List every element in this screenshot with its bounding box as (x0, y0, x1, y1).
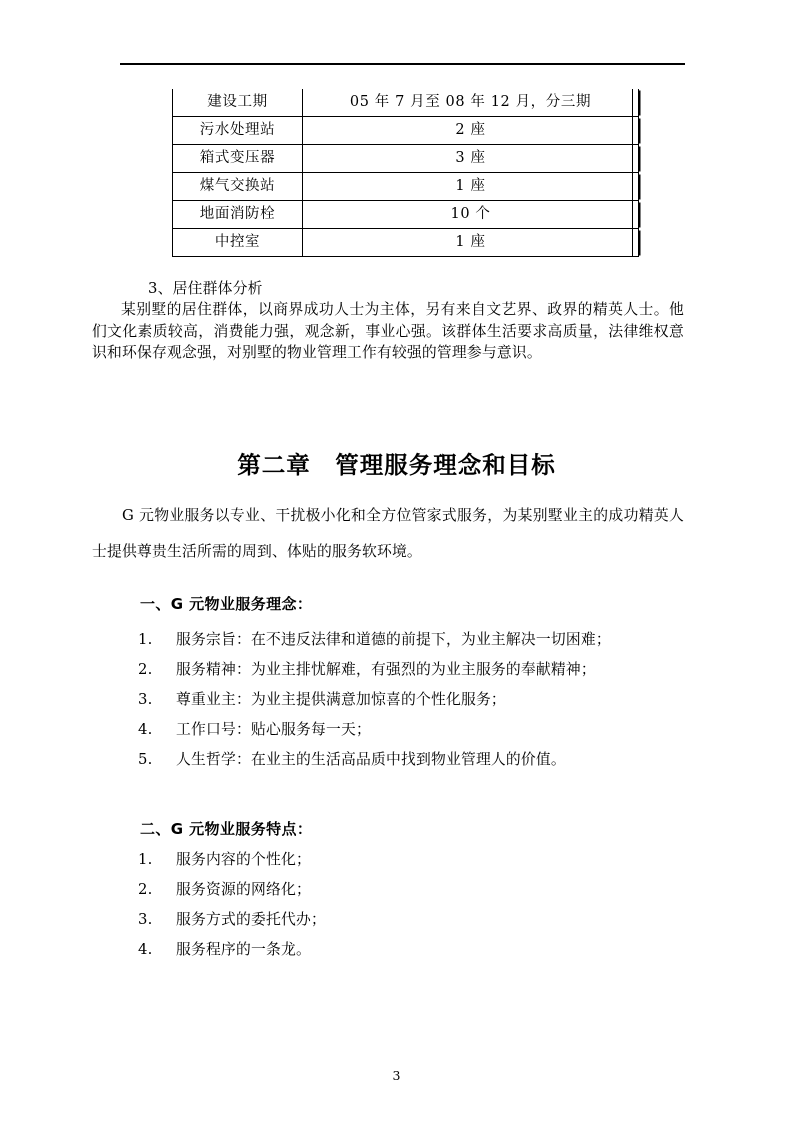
list-item-number: 4. (138, 941, 153, 958)
table-cell-label: 煤气交换站 (173, 173, 303, 201)
table-row (173, 145, 639, 173)
specification-table (172, 89, 639, 257)
list-item-text: 服务资源的网络化； (176, 881, 311, 898)
list-item-text: 工作口号：贴心服务每一天； (176, 721, 371, 738)
table-row (173, 173, 639, 201)
specification-table-body (173, 89, 639, 257)
list-item-number: 2. (138, 881, 153, 898)
table-cell-value: 1 座 (303, 229, 639, 257)
table-cell-value: 05 年 7 月至 08 年 12 月，分三期 (303, 89, 639, 117)
list-item-number: 5. (138, 751, 153, 768)
list-item-text: 人生哲学：在业主的生活高品质中找到物业管理人的价值。 (176, 751, 566, 768)
table-cell-label: 污水处理站 (173, 117, 303, 145)
list-item (118, 655, 698, 685)
section-3-title: 3、居住群体分析 (148, 280, 263, 297)
table-row (173, 201, 639, 229)
specification-table-container (172, 89, 632, 257)
list-item-number: 3. (138, 911, 153, 928)
list-item-text: 服务内容的个性化； (176, 851, 311, 868)
list-item (118, 625, 698, 655)
table-cell-value: 10 个 (303, 201, 639, 229)
chapter-heading: 第二章 管理服务理念和目标 (237, 451, 556, 479)
list-item (118, 745, 698, 775)
list-item (118, 875, 698, 905)
table-cell-value: 2 座 (303, 117, 639, 145)
service-philosophy-list (118, 625, 698, 775)
list-item-number: 3. (138, 691, 153, 708)
subsection-2-heading: 二、G 元物业服务特点： (140, 820, 313, 838)
list-item-number: 4. (138, 721, 153, 738)
table-row (173, 229, 639, 257)
page-number: 3 (392, 1068, 401, 1083)
list-item (118, 685, 698, 715)
list-item (118, 715, 698, 745)
list-item-text: 服务程序的一条龙。 (176, 941, 311, 958)
list-item-text: 尊重业主：为业主提供满意加惊喜的个性化服务； (176, 691, 506, 708)
table-row (173, 117, 639, 145)
table-right-double-border (632, 89, 633, 257)
table-cell-label: 中控室 (173, 229, 303, 257)
table-cell-value: 1 座 (303, 173, 639, 201)
subsection-1-heading: 一、G 元物业服务理念： (140, 595, 313, 613)
list-item-text: 服务方式的委托代办； (176, 911, 326, 928)
service-features-list (118, 845, 698, 965)
list-item-number: 2. (138, 661, 153, 678)
list-item-text: 服务宗旨：在不违反法律和道德的前提下，为业主解决一切困难； (176, 631, 611, 648)
header-divider-rule (120, 63, 685, 65)
table-cell-label: 地面消防栓 (173, 201, 303, 229)
list-item-text: 服务精神：为业主排忧解难，有强烈的为业主服务的奉献精神； (176, 661, 596, 678)
table-cell-label: 箱式变压器 (173, 145, 303, 173)
chapter-intro-paragraph: G 元物业服务以专业、干扰极小化和全方位管家式服务，为某别墅业主的成功精英人士提供尊贵生活所需的周到、体贴的服务软环境。 (92, 507, 684, 560)
table-row (173, 89, 639, 117)
list-item-number: 1. (138, 631, 153, 648)
list-item (118, 845, 698, 875)
section-3-paragraph: 某别墅的居住群体，以商界成功人士为主体，另有来自文艺界、政界的精英人士。他们文化素质较高，消费能力强，观念新，事业心强。该群体生活要求高质量，法律维权意识和环保存观念强，对别墅的物业管理工作有较强的管理参与意识。 (92, 301, 684, 361)
table-cell-label: 建设工期 (173, 89, 303, 117)
table-cell-value: 3 座 (303, 145, 639, 173)
list-item (118, 935, 698, 965)
list-item (118, 905, 698, 935)
list-item-number: 1. (138, 851, 153, 868)
